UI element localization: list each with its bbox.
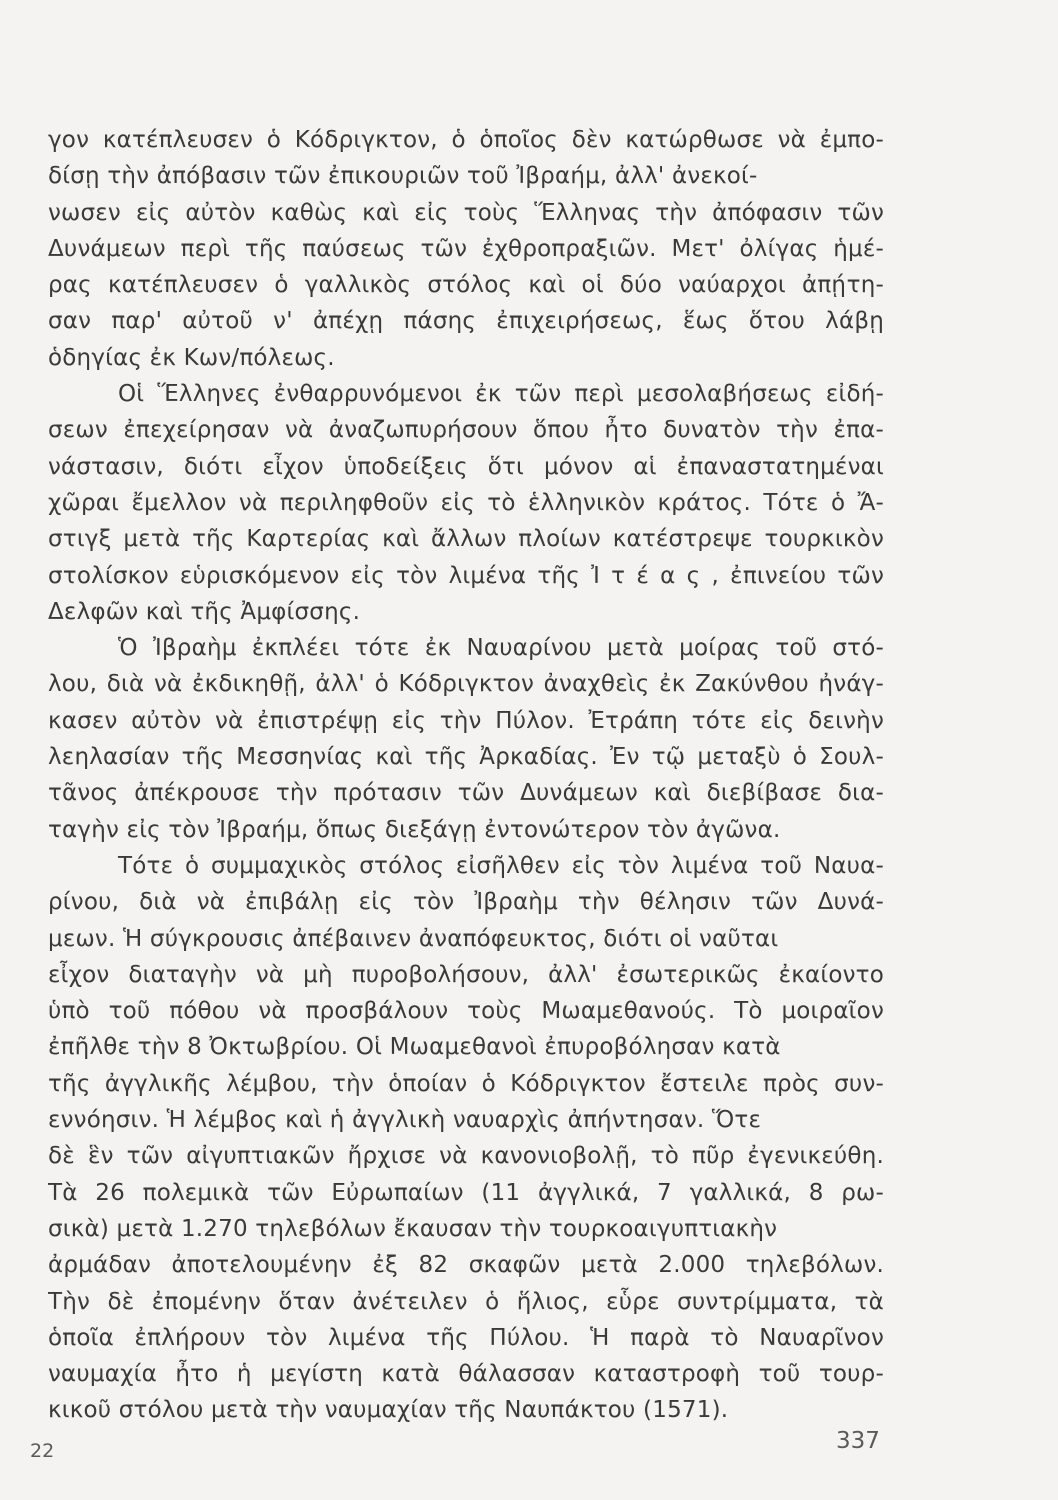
text-line: Τότε ὁ συμμαχικὸς στόλος εἰσῆλθεν εἰς τὸν λιμένα τοῦ Ναυα- bbox=[118, 852, 884, 879]
text-line: νάστασιν, διότι εἶχον ὑποδείξεις ὅτι μόνον αἱ ἐπαναστατημέναι bbox=[48, 453, 884, 480]
text-line: στιγξ μετὰ τῆς Καρτερίας καὶ ἄλλων πλοίων κατέστρεψε τουρκικὸν bbox=[48, 526, 884, 553]
text-line: Δυνάμεων περὶ τῆς παύσεως τῶν ἐχθροπραξιῶν. Μετ' ὀλίγας ἡμέ- bbox=[48, 235, 884, 262]
text-line: λου, διὰ νὰ ἐκδικηθῇ, ἀλλ' ὁ Κόδριγκτον ἀναχθεὶς ἐκ Ζακύνθου ἠνάγ- bbox=[48, 671, 884, 698]
text-line: ἐπῆλθε τὴν 8 Ὀκτωβρίου. Οἱ Μωαμεθανοὶ ἐπυροβόλησαν κατὰ bbox=[48, 1034, 781, 1061]
text-line: ναυμαχία ἦτο ἡ μεγίστη κατὰ θάλασσαν καταστροφὴ τοῦ τουρ- bbox=[48, 1361, 884, 1388]
text-line: σικὰ) μετὰ 1.270 τηλεβόλων ἔκαυσαν τὴν τουρκοαιγυπτιακὴν bbox=[48, 1215, 778, 1242]
text-line: Τὰ 26 πολεμικὰ τῶν Εὐρωπαίων (11 ἀγγλικά, 7 γαλλικά, 8 ρω- bbox=[48, 1179, 884, 1206]
text-line: γον κατέπλευσεν ὁ Κόδριγκτον, ὁ ὁποῖος δὲν κατώρθωσε νὰ ἐμπο- bbox=[48, 127, 884, 153]
text-line: στολίσκον εὑρισκόμενον εἰς τὸν λιμένα τῆς Ἰ τ έ α ς , ἐπινείου τῶν bbox=[48, 562, 884, 589]
text-line: λεηλασίαν τῆς Μεσσηνίας καὶ τῆς Ἀρκαδίας. Ἐν τῷ μεταξὺ ὁ Σουλ- bbox=[48, 744, 884, 771]
text-line: μεων. Ἡ σύγκρουσις ἀπέβαινεν ἀναπόφευκτος, διότι οἱ ναῦται bbox=[48, 925, 779, 952]
signature-mark: 22 bbox=[30, 1440, 55, 1462]
text-line: κικοῦ στόλου μετὰ τὴν ναυμαχίαν τῆς Ναυπάκτου (1571). bbox=[48, 1397, 729, 1424]
text-line: δίσῃ τὴν ἀπόβασιν τῶν ἐπικουριῶν τοῦ Ἰβραήμ, ἀλλ' ἀνεκοί- bbox=[48, 163, 758, 190]
text-line: ὁποῖα ἐπλήρουν τὸν λιμένα τῆς Πύλου. Ἡ παρὰ τὸ Ναυαρῖνον bbox=[48, 1324, 884, 1351]
text-line: σαν παρ' αὐτοῦ ν' ἀπέχῃ πάσης ἐπιχειρήσεως, ἕως ὅτου λάβῃ bbox=[48, 308, 884, 335]
text-line: τᾶνος ἀπέκρουσε τὴν πρότασιν τῶν Δυνάμεων καὶ διεβίβασε δια- bbox=[48, 780, 884, 807]
page-number: 337 bbox=[836, 1428, 880, 1454]
text-line: ρας κατέπλευσεν ὁ γαλλικὸς στόλος καὶ οἱ δύο ναύαρχοι ἀπῄτη- bbox=[48, 272, 884, 299]
text-line: νωσεν εἰς αὐτὸν καθὼς καὶ εἰς τοὺς Ἕλληνας τὴν ἀπόφασιν τῶν bbox=[48, 199, 884, 226]
text-line: Δελφῶν καὶ τῆς Ἀμφίσσης. bbox=[48, 598, 361, 625]
text-line: δὲ ἓν τῶν αἰγυπτιακῶν ἤρχισε νὰ κανονιοβολῇ, τὸ πῦρ ἐγενικεύθη. bbox=[48, 1143, 884, 1170]
text-line: κασεν αὐτὸν νὰ ἐπιστρέψῃ εἰς τὴν Πύλον. Ἐτράπη τότε εἰς δεινὴν bbox=[48, 707, 884, 734]
text-line: τῆς ἀγγλικῆς λέμβου, τὴν ὁποίαν ὁ Κόδριγκτον ἔστειλε πρὸς συν- bbox=[48, 1070, 884, 1097]
text-line: σεων ἐπεχείρησαν νὰ ἀναζωπυρήσουν ὅπου ἦτο δυνατὸν τὴν ἐπα- bbox=[48, 417, 884, 444]
text-line: εἶχον διαταγὴν νὰ μὴ πυροβολήσουν, ἀλλ' ἐσωτερικῶς ἐκαίοντο bbox=[48, 961, 884, 988]
text-line: εννόησιν. Ἡ λέμβος καὶ ἡ ἀγγλικὴ ναυαρχὶς ἀπήντησαν. Ὅτε bbox=[48, 1107, 762, 1134]
text-line: Τὴν δὲ ἐπομένην ὅταν ἀνέτειλεν ὁ ἥλιος, εὗρε συντρίμματα, τὰ bbox=[48, 1288, 884, 1315]
text-line: Ὁ Ἰβραὴμ ἐκπλέει τότε ἐκ Ναυαρίνου μετὰ μοίρας τοῦ στό- bbox=[118, 635, 884, 662]
body-text bbox=[48, 122, 884, 1429]
text-line: χῶραι ἔμελλον νὰ περιληφθοῦν εἰς τὸ ἑλληνικὸν κράτος. Τότε ὁ Ἄ- bbox=[48, 489, 884, 516]
text-line: ὁδηγίας ἐκ Κων/πόλεως. bbox=[48, 344, 335, 371]
text-line: Οἱ Ἕλληνες ἐνθαρρυνόμενοι ἐκ τῶν περὶ μεσολαβήσεως εἰδή- bbox=[118, 381, 884, 408]
text-line: ταγὴν εἰς τὸν Ἰβραήμ, ὅπως διεξάγῃ ἐντονώτερον τὸν ἀγῶνα. bbox=[48, 816, 781, 843]
text-line: ρίνου, διὰ νὰ ἐπιβάλῃ εἰς τὸν Ἰβραὴμ τὴν θέλησιν τῶν Δυνά- bbox=[48, 889, 884, 916]
text-line: ὑπὸ τοῦ πόθου νὰ προσβάλουν τοὺς Μωαμεθανούς. Τὸ μοιραῖον bbox=[48, 998, 884, 1025]
text-line: ἀρμάδαν ἀποτελουμένην ἐξ 82 σκαφῶν μετὰ 2.000 τηλεβόλων. bbox=[48, 1252, 884, 1279]
